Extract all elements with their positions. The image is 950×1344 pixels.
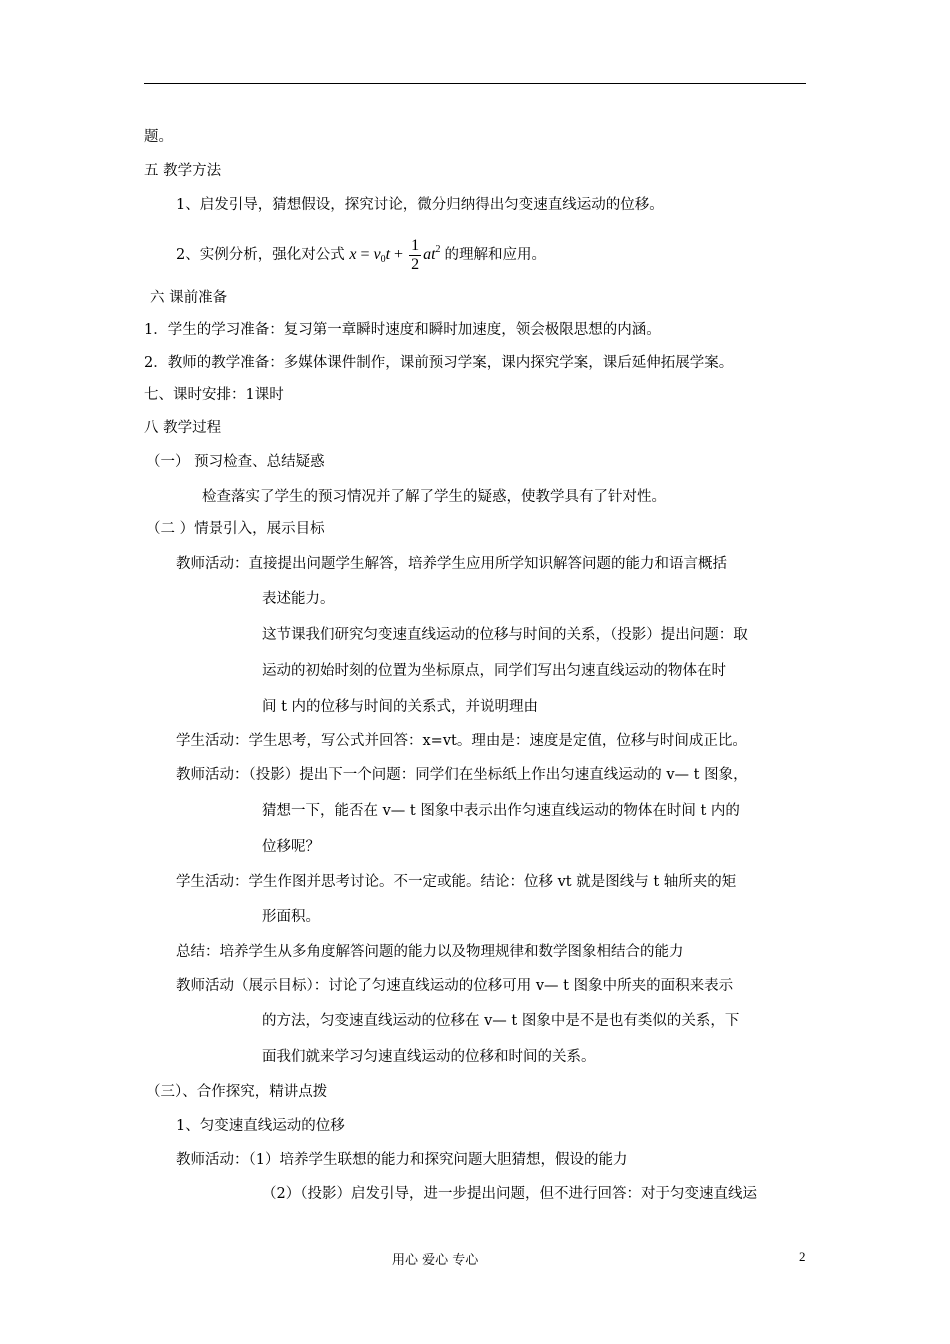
part2-line: 教师活动：（投影）提出下一个问题：同学们在坐标纸上作出匀速直线运动的 v— t 图象，	[176, 767, 748, 783]
part1-text: 检查落实了学生的预习情况并了解了学生的疑惑，使教学具有了针对性。	[202, 489, 666, 505]
part3-line: 1、匀变速直线运动的位移	[176, 1118, 345, 1134]
section5-heading: 五 教学方法	[144, 163, 222, 179]
section5-item2-prefix: 2、实例分析，强化对公式	[176, 247, 345, 263]
section7-heading: 七、课时安排：1课时	[144, 387, 284, 403]
part3-line: 教师活动：（1）培养学生联想的能力和探究问题大胆猜想，假设的能力	[176, 1152, 628, 1168]
part2-line: 这节课我们研究匀变速直线运动的位移与时间的关系，（投影）提出问题：取	[262, 627, 748, 643]
section5-item2-suffix: 的理解和应用。	[444, 247, 547, 263]
page-footer: 用心 爱心 专心	[392, 1253, 479, 1268]
part2-line: 猜想一下，能否在 v— t 图象中表示出作匀速直线运动的物体在时间 t 内的	[262, 803, 740, 819]
section5-item2	[176, 236, 546, 274]
part2-line: 间 t 内的位移与时间的关系式，并说明理由	[262, 699, 539, 715]
section6-item1: 1．学生的学习准备：复习第一章瞬时速度和瞬时加速度，领会极限思想的内涵。	[144, 322, 661, 338]
header-rule	[144, 83, 806, 84]
part2-line: 形面积。	[262, 909, 320, 925]
section8-heading: 八 教学过程	[144, 420, 222, 436]
section5-item1: 1、启发引导，猜想假设，探究讨论，微分归纳得出匀变速直线运动的位移。	[176, 197, 664, 213]
part2-line: 表述能力。	[262, 591, 335, 607]
part2-line: 学生活动：学生思考，写公式并回答：x=vt。理由是：速度是定值，位移与时间成正比。	[176, 733, 747, 749]
continued-text: 题。	[144, 129, 173, 145]
section6-item2: 2．教师的教学准备：多媒体课件制作，课前预习学案，课内探究学案，课后延伸拓展学案。	[144, 355, 734, 371]
part2-line: 总结：培养学生从多角度解答问题的能力以及物理规律和数学图象相结合的能力	[176, 944, 684, 960]
part2-line: 的方法，匀变速直线运动的位移在 v— t 图象中是不是也有类似的关系，下	[262, 1013, 740, 1029]
part2-line: 教师活动：直接提出问题学生解答，培养学生应用所学知识解答问题的能力和语言概括	[176, 556, 727, 572]
part2-line: 面我们就来学习匀速直线运动的位移和时间的关系。	[262, 1049, 596, 1065]
part3-line: （2）（投影）启发引导，进一步提出问题，但不进行回答：对于匀变速直线运	[262, 1186, 757, 1202]
section6-heading: 六 课前准备	[150, 290, 228, 306]
formula-fraction: $\frac{1}{2}$	[411, 236, 420, 273]
part2-line: 运动的初始时刻的位置为坐标原点，同学们写出匀速直线运动的物体在时	[262, 663, 726, 679]
part2-line: 教师活动（展示目标）：讨论了匀速直线运动的位移可用 v— t 图象中所夹的面积来表示	[176, 978, 734, 994]
part2-line: 位移呢？	[262, 839, 320, 855]
part3-heading: （三）、合作探究，精讲点拨	[146, 1084, 328, 1100]
part2-heading: （二 ）情景引入，展示目标	[146, 521, 325, 537]
part1-heading: （一） 预习检查、总结疑惑	[146, 454, 325, 470]
part2-line: 学生活动：学生作图并思考讨论。不一定或能。结论：位移 vt 就是图线与 t 轴所夹的矩	[176, 874, 737, 890]
page-number: 2	[799, 1249, 806, 1264]
kinematics-formula: $x = v_0t$ + $\frac{1}{2}$ $at^2$	[349, 236, 441, 273]
